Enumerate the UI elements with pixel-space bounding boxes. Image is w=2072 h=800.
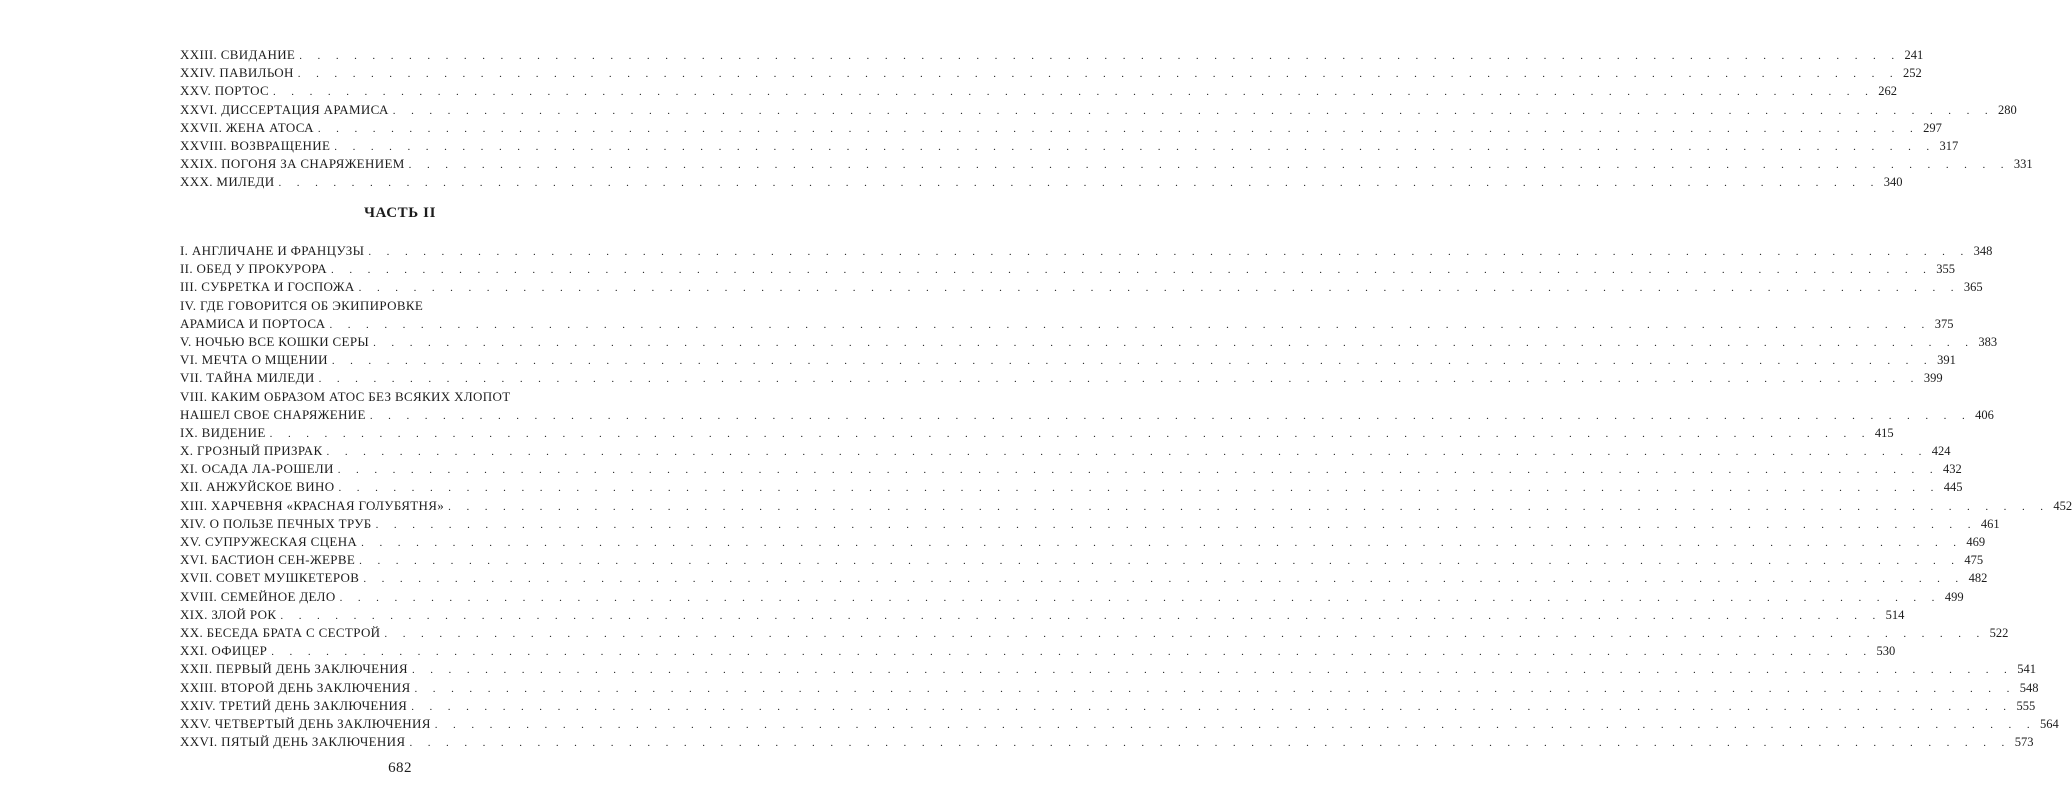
toc-entry xyxy=(180,297,1954,333)
toc-entry xyxy=(180,551,1984,569)
toc-entry-title-line1: VIII. КАКИМ ОБРАЗОМ АТОС БЕЗ ВСЯКИХ ХЛОПОТ xyxy=(180,388,511,404)
toc-entry xyxy=(180,333,1998,351)
toc-entry-page: 541 xyxy=(2017,662,2036,677)
toc-entry-title: XIX. ЗЛОЙ РОК xyxy=(180,606,277,622)
toc-entry-page: 522 xyxy=(1989,625,2009,640)
toc-entry-title: XXVII. ЖЕНА АТОСА xyxy=(180,119,314,135)
toc-entry-title: XXIII. ВТОРОЙ ДЕНЬ ЗАКЛЮЧЕНИЯ xyxy=(180,679,411,695)
dot-leader: . . . . . . . . . . . . . . . . . . . . . . . . . . . . . . . . . . . . . . . . . . . . . . . . . . . . . . . . . . . . . . . . . . . . . . . . . . . . . . . . . . . . . . . . xyxy=(280,609,1882,622)
toc-entry-page: 241 xyxy=(1904,48,1924,62)
toc-entry xyxy=(180,137,1959,155)
dot-leader: . . . . . . . . . . . . . . . . . . . . . . . . . . . . . . . . . . . . . . . . . . . . . . . . . . . . . . . . . . . . . . . . . . . . . . . . . . . . . . . . . . . . . . . . xyxy=(269,427,1871,440)
dot-leader: . . . . . . . . . . . . . . . . . . . . . . . . . . . . . . . . . . . . . . . . . . . . . . . . . . . . . . . . . . . . . . . . . . . . . . . . . . . . . . . . . . . . . . . . xyxy=(363,573,1965,586)
toc-entry xyxy=(180,715,2059,733)
toc-entry-page: 252 xyxy=(1903,66,1922,81)
toc-entry-title: XVI. БАСТИОН СЕН-ЖЕРВЕ xyxy=(180,552,356,568)
toc-entry-page: 262 xyxy=(1878,84,1897,99)
toc-entry-page: 432 xyxy=(1942,462,1962,477)
toc-entry-title: XV. СУПРУЖЕСКАЯ СЦЕНА xyxy=(180,534,358,550)
dot-leader: . . . . . . . . . . . . . . . . . . . . . . . . . . . . . . . . . . . . . . . . . . . . . . . . . . . . . . . . . . . . . . . . . . . . . . . . . . . . . . . . . . . . . . . . xyxy=(273,86,1875,99)
dot-leader: . . . . . . . . . . . . . . . . . . . . . . . . . . . . . . . . . . . . . . . . . . . . . . . . . . . . . . . . . . . . . . . . . . . . . . . . . . . . . . . . . . . . . . . . xyxy=(331,355,1934,368)
toc-entry-title: X. ГРОЗНЫЙ ПРИЗРАК xyxy=(180,443,323,459)
toc-entry xyxy=(180,260,1956,278)
toc-entry xyxy=(180,460,1962,478)
toc-list-part-two xyxy=(180,242,2072,751)
dot-leader: . . . . . . . . . . . . . . . . . . . . . . . . . . . . . . . . . . . . . . . . . . . . . . . . . . . . . . . . . . . . . . . . . . . . . . . . . . . . . . . . . . . . . . . . xyxy=(384,627,1986,640)
dot-leader: . . . . . . . . . . . . . . . . . . . . . . . . . . . . . . . . . . . . . . . . . . . . . . . . . . . . . . . . . . . . . . . . . . . . . . . . . . . . . . . . . . . . . . . . xyxy=(373,336,1975,349)
toc-entry-page: 548 xyxy=(2019,680,2039,695)
toc-entry xyxy=(180,351,1956,369)
toc-entry-title: XXIV. ПАВИЛЬОН xyxy=(180,65,294,81)
toc-entry-page: 331 xyxy=(2013,157,2033,172)
toc-entry-page: 399 xyxy=(1923,371,1943,386)
dot-leader: . . . . . . . . . . . . . . . . . . . . . . . . . . . . . . . . . . . . . . . . . . . . . . . . . . . . . . . . . . . . . . . . . . . . . . . . . . . . . . . . . . . . . . . . xyxy=(448,500,2050,513)
toc-entry xyxy=(180,660,2036,678)
dot-leader: . . . . . . . . . . . . . . . . . . . . . . . . . . . . . . . . . . . . . . . . . . . . . . . . . . . . . . . . . . . . . . . . . . . . . . . . . . . . . . . . . . . . . . . . xyxy=(361,537,1963,550)
toc-entry-page: 365 xyxy=(1963,280,1983,295)
toc-entry-title: XI. ОСАДА ЛА-РОШЕЛИ xyxy=(180,461,334,477)
toc-entry-page: 375 xyxy=(1934,316,1954,331)
toc-entry-title: II. ОБЕД У ПРОКУРОРА xyxy=(180,261,328,277)
toc-entry-title: V. НОЧЬЮ ВСЕ КОШКИ СЕРЫ xyxy=(180,333,370,349)
dot-leader: . . . . . . . . . . . . . . . . . . . . . . . . . . . . . . . . . . . . . . . . . . . . . . . . . . . . . . . . . . . . . . . . . . . . . . . . . . . . . . . . . . . . . . . . xyxy=(339,591,1941,604)
toc-entry xyxy=(180,624,2009,642)
dot-leader: . . . . . . . . . . . . . . . . . . . . . . . . . . . . . . . . . . . . . . . . . . . . . . . . . . . . . . . . . . . . . . . . . . . . . . . . . . . . . . . . . . . . . . . . xyxy=(271,646,1873,659)
toc-entry xyxy=(180,119,1942,137)
toc-entry-title: VII. ТАЙНА МИЛЕДИ xyxy=(180,370,315,386)
toc-entry-title-line1: IV. ГДЕ ГОВОРИТСЯ ОБ ЭКИПИРОВКЕ xyxy=(180,297,424,313)
dot-leader: . . . . . . . . . . . . . . . . . . . . . . . . . . . . . . . . . . . . . . . . . . . . . . . . . . . . . . . . . . . . . . . . . . . . . . . . . . . . . . . . . . . . . . . . xyxy=(299,50,1901,62)
toc-entry-title: АРАМИСА И ПОРТОСА xyxy=(180,315,326,331)
toc-entry-page: 499 xyxy=(1944,589,1964,604)
toc-entry-title: XVIII. СЕМЕЙНОЕ ДЕЛО xyxy=(180,588,336,604)
toc-entry xyxy=(180,101,2017,119)
toc-entry-page: 573 xyxy=(2014,735,2034,750)
toc-list-part-one xyxy=(180,46,2033,192)
toc-entry-page: 340 xyxy=(1883,175,1903,190)
toc-entry-page: 415 xyxy=(1874,425,1894,440)
toc-entry-page: 530 xyxy=(1876,644,1896,659)
toc-entry-title: НАШЕЛ СВОЕ СНАРЯЖЕНИЕ xyxy=(180,406,366,422)
dot-leader: . . . . . . . . . . . . . . . . . . . . . . . . . . . . . . . . . . . . . . . . . . . . . . . . . . . . . . . . . . . . . . . . . . . . . . . . . . . . . . . . . . . . . . . . xyxy=(338,482,1940,495)
toc-entry xyxy=(180,424,1894,442)
toc-entry-page: 406 xyxy=(1975,407,1994,422)
toc-entry-title: XXX. МИЛЕДИ xyxy=(180,174,275,190)
toc-entry xyxy=(180,46,1924,64)
dot-leader: . . . . . . . . . . . . . . . . . . . . . . . . . . . . . . . . . . . . . . . . . . . . . . . . . . . . . . . . . . . . . . . . . . . . . . . . . . . . . . . . . . . . . . . . xyxy=(369,409,1972,422)
toc-entry-page: 391 xyxy=(1937,353,1956,368)
toc-entry xyxy=(180,173,1903,191)
part-heading: ЧАСТЬ II xyxy=(363,205,437,221)
toc-entry-title: XXVI. ДИССЕРТАЦИЯ АРАМИСА xyxy=(180,101,389,117)
toc-entry xyxy=(180,64,1922,82)
toc-entry xyxy=(180,679,2039,697)
toc-entry-page: 317 xyxy=(1939,138,1959,153)
dot-leader: . . . . . . . . . . . . . . . . . . . . . . . . . . . . . . . . . . . . . . . . . . . . . . . . . . . . . . . . . . . . . . . . . . . . . . . . . . . . . . . . . . . . . . . . xyxy=(337,464,1939,477)
toc-entry-title: XXV. ПОРТОС xyxy=(180,83,269,99)
toc-entry-title: III. СУБРЕТКА И ГОСПОЖА xyxy=(180,279,355,295)
dot-leader: . . . . . . . . . . . . . . . . . . . . . . . . . . . . . . . . . . . . . . . . . . . . . . . . . . . . . . . . . . . . . . . . . . . . . . . . . . . . . . . . . . . . . . . . xyxy=(359,555,1961,568)
toc-entry-title: XXIX. ПОГОНЯ ЗА СНАРЯЖЕНИЕМ xyxy=(180,156,405,172)
dot-leader: . . . . . . . . . . . . . . . . . . . . . . . . . . . . . . . . . . . . . . . . . . . . . . . . . . . . . . . . . . . . . . . . . . . . . . . . . . . . . . . . . . . . . . . . xyxy=(414,682,2016,695)
toc-entry-title: XVII. СОВЕТ МУШКЕТЕРОВ xyxy=(180,570,360,586)
dot-leader: . . . . . . . . . . . . . . . . . . . . . . . . . . . . . . . . . . . . . . . . . . . . . . . . . . . . . . . . . . . . . . . . . . . . . . . . . . . . . . . . . . . . . . . . xyxy=(331,264,1933,277)
toc-entry xyxy=(180,497,2072,515)
dot-leader: . . . . . . . . . . . . . . . . . . . . . . . . . . . . . . . . . . . . . . . . . . . . . . . . . . . . . . . . . . . . . . . . . . . . . . . . . . . . . . . . . . . . . . . . xyxy=(329,318,1931,331)
toc-entry xyxy=(180,278,1983,296)
dot-leader: . . . . . . . . . . . . . . . . . . . . . . . . . . . . . . . . . . . . . . . . . . . . . . . . . . . . . . . . . . . . . . . . . . . . . . . . . . . . . . . . . . . . . . . . xyxy=(408,159,2010,172)
toc-entry-title: I. АНГЛИЧАНЕ И ФРАНЦУЗЫ xyxy=(180,243,365,258)
toc-entry xyxy=(180,588,1964,606)
dot-leader: . . . . . . . . . . . . . . . . . . . . . . . . . . . . . . . . . . . . . . . . . . . . . . . . . . . . . . . . . . . . . . . . . . . . . . . . . . . . . . . . . . . . . . . . xyxy=(358,282,1960,295)
toc-entry xyxy=(180,478,1963,496)
dot-leader: . . . . . . . . . . . . . . . . . . . . . . . . . . . . . . . . . . . . . . . . . . . . . . . . . . . . . . . . . . . . . . . . . . . . . . . . . . . . . . . . . . . . . . . . xyxy=(317,122,1920,135)
toc-entry-page: 348 xyxy=(1973,244,1993,258)
toc-entry xyxy=(180,533,1986,551)
toc-entry xyxy=(180,242,1993,260)
toc-entry xyxy=(180,155,2033,173)
dot-leader: . . . . . . . . . . . . . . . . . . . . . . . . . . . . . . . . . . . . . . . . . . . . . . . . . . . . . . . . . . . . . . . . . . . . . . . . . . . . . . . . . . . . . . . . xyxy=(326,446,1928,459)
toc-entry-page: 445 xyxy=(1943,480,1963,495)
toc-entry-page: 514 xyxy=(1885,607,1905,622)
toc-entry-page: 461 xyxy=(1980,516,2000,531)
toc-entry xyxy=(180,515,2000,533)
toc-entry-title: XXIV. ТРЕТИЙ ДЕНЬ ЗАКЛЮЧЕНИЯ xyxy=(180,697,408,713)
toc-entry xyxy=(180,606,1905,624)
toc-entry-page: 555 xyxy=(2016,698,2036,713)
toc-entry-page: 424 xyxy=(1931,444,1951,459)
toc-entry xyxy=(180,388,1994,424)
dot-leader: . . . . . . . . . . . . . . . . . . . . . . . . . . . . . . . . . . . . . . . . . . . . . . . . . . . . . . . . . . . . . . . . . . . . . . . . . . . . . . . . . . . . . . . . xyxy=(318,373,1920,386)
toc-entry xyxy=(180,733,2034,751)
dot-leader: . . . . . . . . . . . . . . . . . . . . . . . . . . . . . . . . . . . . . . . . . . . . . . . . . . . . . . . . . . . . . . . . . . . . . . . . . . . . . . . . . . . . . . . . xyxy=(434,718,2036,731)
toc-entry-title: XII. АНЖУЙСКОЕ ВИНО xyxy=(180,479,335,495)
toc-entry-title: XXV. ЧЕТВЕРТЫЙ ДЕНЬ ЗАКЛЮЧЕНИЯ xyxy=(180,715,431,731)
toc-entry-page: 452 xyxy=(2053,498,2072,513)
toc-entry-title: XXI. ОФИЦЕР xyxy=(180,643,268,659)
dot-leader: . . . . . . . . . . . . . . . . . . . . . . . . . . . . . . . . . . . . . . . . . . . . . . . . . . . . . . . . . . . . . . . . . . . . . . . . . . . . . . . . . . . . . . . . xyxy=(368,246,1970,258)
dot-leader: . . . . . . . . . . . . . . . . . . . . . . . . . . . . . . . . . . . . . . . . . . . . . . . . . . . . . . . . . . . . . . . . . . . . . . . . . . . . . . . . . . . . . . . . xyxy=(334,140,1936,153)
toc-entry-title: XXVIII. ВОЗВРАЩЕНИЕ xyxy=(180,137,331,153)
toc-entry-page: 475 xyxy=(1964,553,1984,568)
toc-entry-title: XXII. ПЕРВЫЙ ДЕНЬ ЗАКЛЮЧЕНИЯ xyxy=(180,661,408,677)
toc-entry-title: XXIII. СВИДАНИЕ xyxy=(180,47,296,62)
toc-entry xyxy=(180,697,2036,715)
dot-leader: . . . . . . . . . . . . . . . . . . . . . . . . . . . . . . . . . . . . . . . . . . . . . . . . . . . . . . . . . . . . . . . . . . . . . . . . . . . . . . . . . . . . . . . . xyxy=(278,177,1880,190)
toc-entry-title: XXVI. ПЯТЫЙ ДЕНЬ ЗАКЛЮЧЕНИЯ xyxy=(180,734,406,750)
toc-entry xyxy=(180,642,1896,660)
toc-entry-title: IX. ВИДЕНИЕ xyxy=(180,424,266,440)
toc-entry-page: 383 xyxy=(1978,334,1998,349)
toc-entry-title: XX. БЕСЕДА БРАТА С СЕСТРОЙ xyxy=(180,624,381,640)
toc-entry-page: 355 xyxy=(1936,262,1956,277)
toc-entry xyxy=(180,569,1988,587)
toc-entry xyxy=(180,82,1897,100)
dot-leader: . . . . . . . . . . . . . . . . . . . . . . . . . . . . . . . . . . . . . . . . . . . . . . . . . . . . . . . . . . . . . . . . . . . . . . . . . . . . . . . . . . . . . . . . xyxy=(411,664,2014,677)
toc-entry-title: XIII. ХАРЧЕВНЯ «КРАСНАЯ ГОЛУБЯТНЯ» xyxy=(180,497,445,513)
toc-entry-page: 297 xyxy=(1923,120,1942,135)
dot-leader: . . . . . . . . . . . . . . . . . . . . . . . . . . . . . . . . . . . . . . . . . . . . . . . . . . . . . . . . . . . . . . . . . . . . . . . . . . . . . . . . . . . . . . . . xyxy=(375,518,1977,531)
toc-entry-page: 482 xyxy=(1968,571,1988,586)
dot-leader: . . . . . . . . . . . . . . . . . . . . . . . . . . . . . . . . . . . . . . . . . . . . . . . . . . . . . . . . . . . . . . . . . . . . . . . . . . . . . . . . . . . . . . . . xyxy=(409,737,2011,750)
dot-leader: . . . . . . . . . . . . . . . . . . . . . . . . . . . . . . . . . . . . . . . . . . . . . . . . . . . . . . . . . . . . . . . . . . . . . . . . . . . . . . . . . . . . . . . . xyxy=(411,700,2013,713)
page-number: 682 xyxy=(388,760,412,776)
toc-entry-title: XIV. О ПОЛЬЗЕ ПЕЧНЫХ ТРУБ xyxy=(180,515,372,531)
toc-entry-page: 469 xyxy=(1966,535,1986,550)
toc-entry-page: 280 xyxy=(1998,102,2017,117)
dot-leader: . . . . . . . . . . . . . . . . . . . . . . . . . . . . . . . . . . . . . . . . . . . . . . . . . . . . . . . . . . . . . . . . . . . . . . . . . . . . . . . . . . . . . . . . xyxy=(392,104,1995,117)
toc-entry-title: VI. МЕЧТА О МЩЕНИИ xyxy=(180,352,328,368)
toc-entry xyxy=(180,442,1951,460)
dot-leader: . . . . . . . . . . . . . . . . . . . . . . . . . . . . . . . . . . . . . . . . . . . . . . . . . . . . . . . . . . . . . . . . . . . . . . . . . . . . . . . . . . . . . . . . xyxy=(297,68,1900,81)
toc-entry xyxy=(180,369,1943,387)
toc-entry-page: 564 xyxy=(2040,716,2059,731)
